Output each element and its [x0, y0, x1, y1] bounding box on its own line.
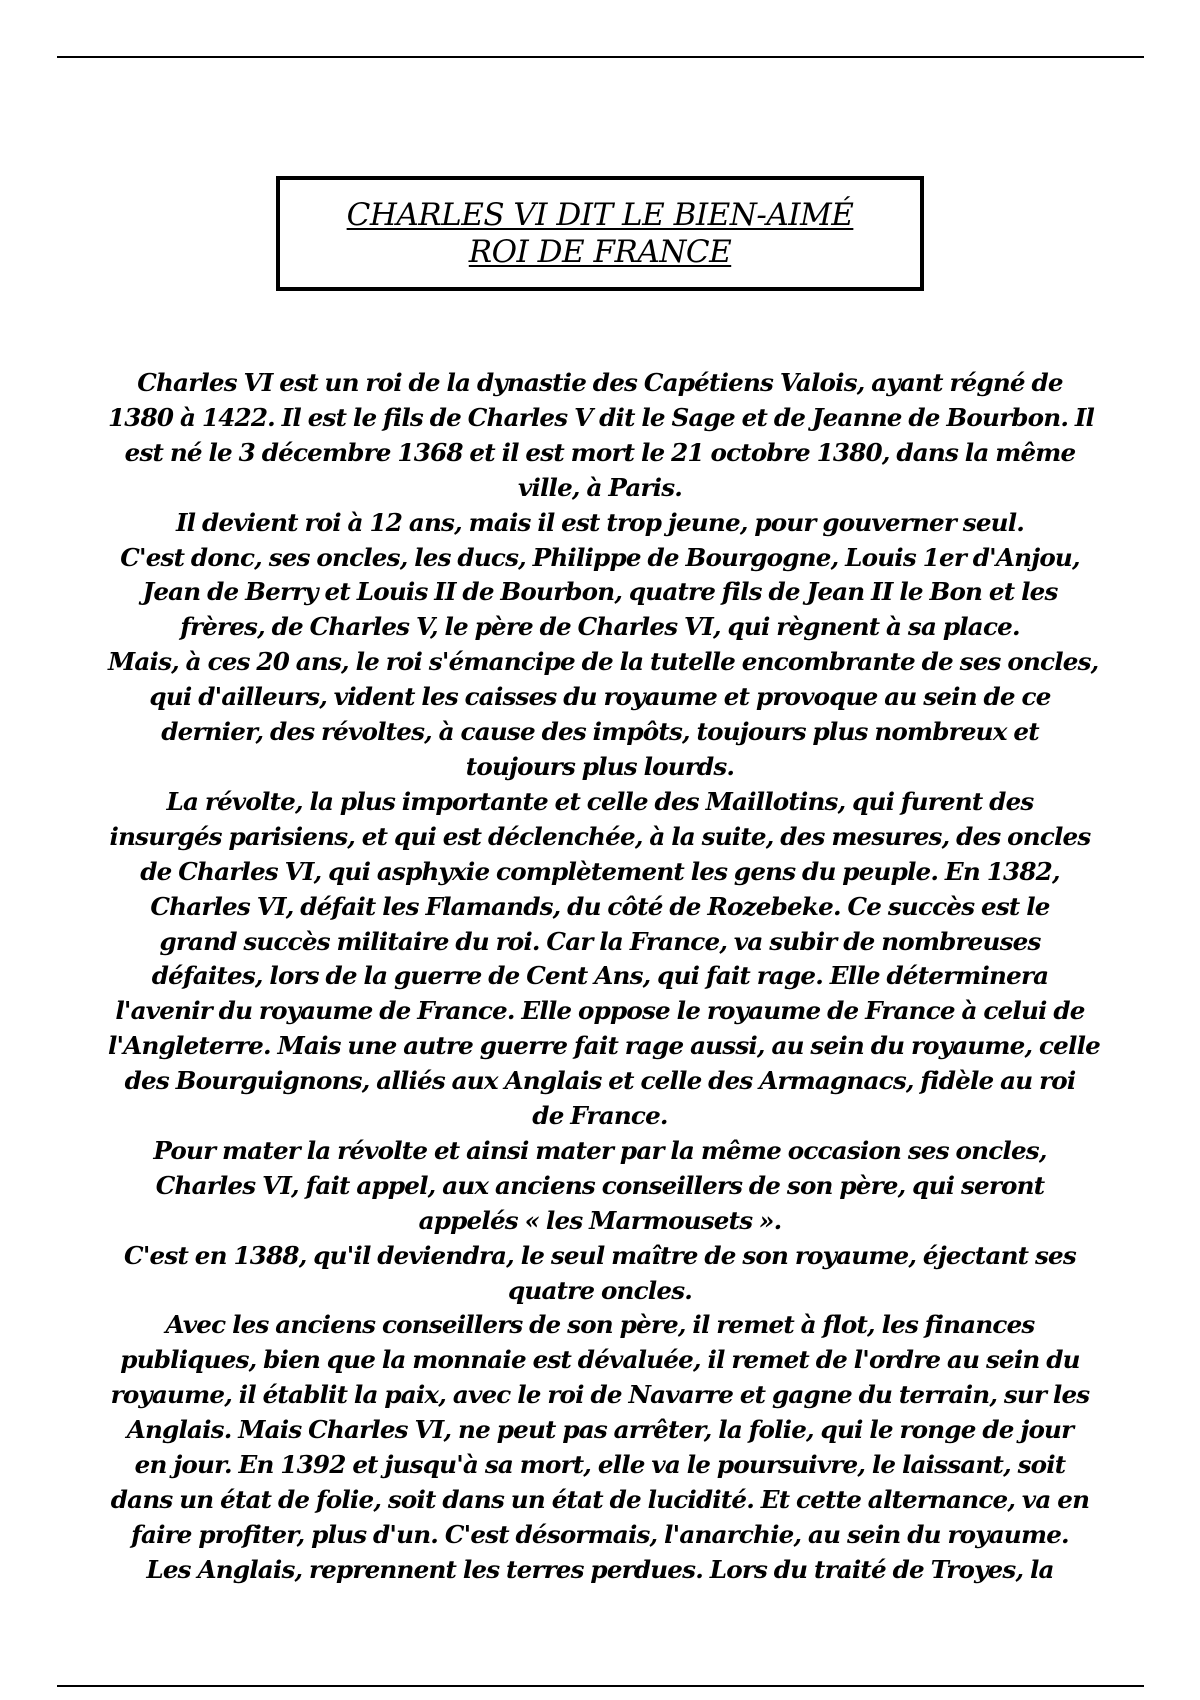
text-line: défaites, lors de la guerre de Cent Ans, qui fait rage. Elle déterminera: [151, 961, 1049, 991]
text-line: Charles VI, défait les Flamands, du côté de Rozebeke. Ce succès est le: [150, 891, 1050, 921]
text-line: qui d'ailleurs, vident les caisses du royaume et provoque au sein de ce: [149, 682, 1051, 712]
text-line: insurgés parisiens, et qui est déclenchée, à la suite, des mesures, des oncles: [109, 821, 1091, 851]
text-line: dans un état de folie, soit dans un état de lucidité. Et cette alternance, va en: [110, 1485, 1090, 1514]
text-line: Anglais. Mais Charles VI, ne peut pas arrêter, la folie, qui le ronge de jour: [126, 1415, 1074, 1445]
text-line: est né le 3 décembre 1368 et il est mort le 21 octobre 1380, dans la même: [124, 437, 1076, 467]
text-line: toujours plus lourds.: [465, 751, 735, 781]
text-line: C'est en 1388, qu'il deviendra, le seul maître de son royaume, éjectant ses: [124, 1240, 1076, 1270]
text-line: C'est donc, ses oncles, les ducs, Philippe de Bourgogne, Louis 1er d'Anjou,: [120, 542, 1080, 572]
text-line: ville, à Paris.: [517, 472, 683, 502]
text-line: de France.: [532, 1101, 668, 1131]
text-line: Avec les anciens conseillers de son père, il remet à flot, les finances: [165, 1310, 1035, 1340]
text-line: l'avenir du royaume de France. Elle oppose le royaume de France à celui de: [115, 996, 1085, 1026]
bottom-rule: [57, 1685, 1144, 1687]
text-line: Charles VI est un roi de la dynastie des Capétiens Valois, ayant régné de: [137, 368, 1063, 397]
text-line: publiques, bien que la monnaie est dévaluée, il remet de l'ordre au sein du: [120, 1345, 1080, 1375]
text-line: l'Angleterre. Mais une autre guerre fait rage aussi, au sein du royaume, celle: [108, 1031, 1100, 1061]
text-line: dernier, des révoltes, à cause des impôts, toujours plus nombreux et: [161, 717, 1039, 747]
body-text: [108, 366, 1100, 1588]
text-line: de Charles VI, qui asphyxie complètement les gens du peuple. En 1382,: [140, 856, 1060, 886]
text-line: Pour mater la révolte et ainsi mater par la même occasion ses oncles,: [153, 1135, 1047, 1165]
text-line: Les Anglais, reprennent les terres perdues. Lors du traité de Troyes, la: [146, 1554, 1054, 1584]
text-line: 1380 à 1422. Il est le fils de Charles V dit le Sage et de Jeanne de Bourbon. Il: [108, 402, 1095, 432]
text-line: appelés « les Marmousets ».: [418, 1205, 782, 1235]
page-subtitle: ROI DE FRANCE: [468, 233, 732, 270]
page-title: CHARLES VI DIT LE BIEN-AIMÉ: [346, 196, 854, 233]
text-line: en jour. En 1392 et jusqu'à sa mort, elle va le poursuivre, le laissant, soit: [134, 1450, 1066, 1480]
text-line: des Bourguignons, alliés aux Anglais et celle des Armagnacs, fidèle au roi: [124, 1066, 1076, 1096]
text-line: grand succès militaire du roi. Car la France, va subir de nombreuses: [159, 926, 1041, 956]
text-line: faire profiter, plus d'un. C'est désormais, l'anarchie, au sein du royaume.: [131, 1519, 1069, 1549]
text-line: Jean de Berry et Louis II de Bourbon, quatre fils de Jean II le Bon et les: [142, 577, 1058, 607]
text-line: frères, de Charles V, le père de Charles VI, qui règnent à sa place.: [180, 612, 1020, 642]
top-rule: [57, 56, 1144, 58]
text-line: La révolte, la plus importante et celle des Maillotins, qui furent des: [166, 786, 1034, 816]
title-box: [276, 176, 924, 291]
text-line: royaume, il établit la paix, avec le roi de Navarre et gagne du terrain, sur les: [110, 1380, 1090, 1410]
text-line: Il devient roi à 12 ans, mais il est trop jeune, pour gouverner seul.: [175, 507, 1025, 537]
text-line: Mais, à ces 20 ans, le roi s'émancipe de la tutelle encombrante de ses oncles,: [108, 647, 1099, 677]
text-line: Charles VI, fait appel, aux anciens conseillers de son père, qui seront: [155, 1170, 1045, 1200]
text-line: quatre oncles.: [508, 1275, 692, 1305]
